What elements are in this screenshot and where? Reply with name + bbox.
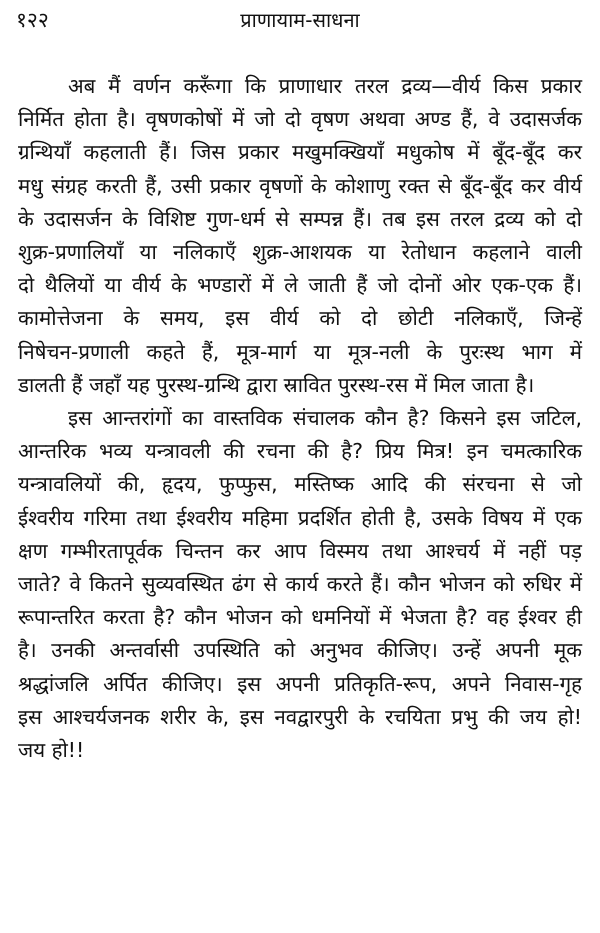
text-line: शुक्र-प्रणालियाँ या नलिकाएँ शुक्र-आशयक या रेतोधान कहलाने वाली <box>18 240 582 265</box>
running-title: प्राणायाम-साधना <box>240 8 360 32</box>
text-line: यन्त्रावलियों की, हृदय, फुप्फुस, मस्तिष्क आदि की संरचना से जो <box>18 472 582 497</box>
text-line: मधु संग्रह करती हैं, उसी प्रकार वृषणों के कोशाणु रक्त से बूँद-बूँद कर वीर्य <box>18 173 582 198</box>
text-line: आन्तरिक भव्य यन्त्रावली की रचना की है? प्रिय मित्र! इन चमत्कारिक <box>18 439 582 464</box>
body-text <box>18 70 582 767</box>
text-line: जय हो!! <box>18 738 85 763</box>
text-line: निषेचन-प्रणाली कहते हैं, मूत्र-मार्ग या मूत्र-नली के पुरःस्थ भाग में <box>18 339 582 364</box>
paragraph-2 <box>18 402 582 767</box>
text-line: इस आन्तरांगों का वास्तविक संचालक कौन है? किसने इस जटिल, <box>68 406 582 431</box>
page-number: १२२ <box>16 8 49 32</box>
text-line: जाते? वे कितने सुव्यवस्थित ढंग से कार्य करते हैं। कौन भोजन को रुधिर में <box>18 572 582 597</box>
text-line: कामोत्तेजना के समय, इस वीर्य को दो छोटी नलिकाएँ, जिन्हें <box>18 306 582 331</box>
text-line: निर्मित होता है। वृषणकोषों में जो दो वृषण अथवा अण्ड हैं, वे उदासर्जक <box>18 107 582 132</box>
text-line: ग्रन्थियाँ कहलाती हैं। जिस प्रकार मखुमक्खियाँ मधुकोष में बूँद-बूँद कर <box>18 140 582 165</box>
text-line: श्रद्धांजलि अर्पित कीजिए। इस अपनी प्रतिकृति-रूप, अपने निवास-गृह <box>18 671 582 696</box>
text-line: दो थैलियों या वीर्य के भण्डारों में ले जाती हैं जो दोनों ओर एक-एक हैं। <box>18 273 582 298</box>
text-line: है। उनकी अन्तर्वासी उपस्थिति को अनुभव कीजिए। उन्हें अपनी मूक <box>18 638 582 663</box>
text-line: इस आश्चर्यजनक शरीर के, इस नवद्वारपुरी के रचयिता प्रभु की जय हो! <box>18 704 582 729</box>
text-line: रूपान्तरित करता है? कौन भोजन को धमनियों में भेजता है? वह ईश्वर ही <box>18 605 582 630</box>
text-line: क्षण गम्भीरतापूर्वक चिन्तन कर आप विस्मय तथा आश्चर्य में नहीं पड़ <box>18 538 582 563</box>
text-line: अब मैं वर्णन करूँगा कि प्राणाधार तरल द्रव्य—वीर्य किस प्रकार <box>68 74 582 98</box>
text-line: डालती हैं जहाँ यह पुरस्थ-ग्रन्थि द्वारा स्रावित पुरस्थ-रस में मिल जाता है। <box>18 372 535 397</box>
text-line: के उदासर्जन के विशिष्ट गुण-धर्म से सम्पन्न हैं। तब इस तरल द्रव्य को दो <box>18 206 582 231</box>
paragraph-1 <box>18 70 582 402</box>
page-header <box>16 6 584 36</box>
text-line: ईश्वरीय गरिमा तथा ईश्वरीय महिमा प्रदर्शित होती है, उसके विषय में एक <box>18 505 582 530</box>
